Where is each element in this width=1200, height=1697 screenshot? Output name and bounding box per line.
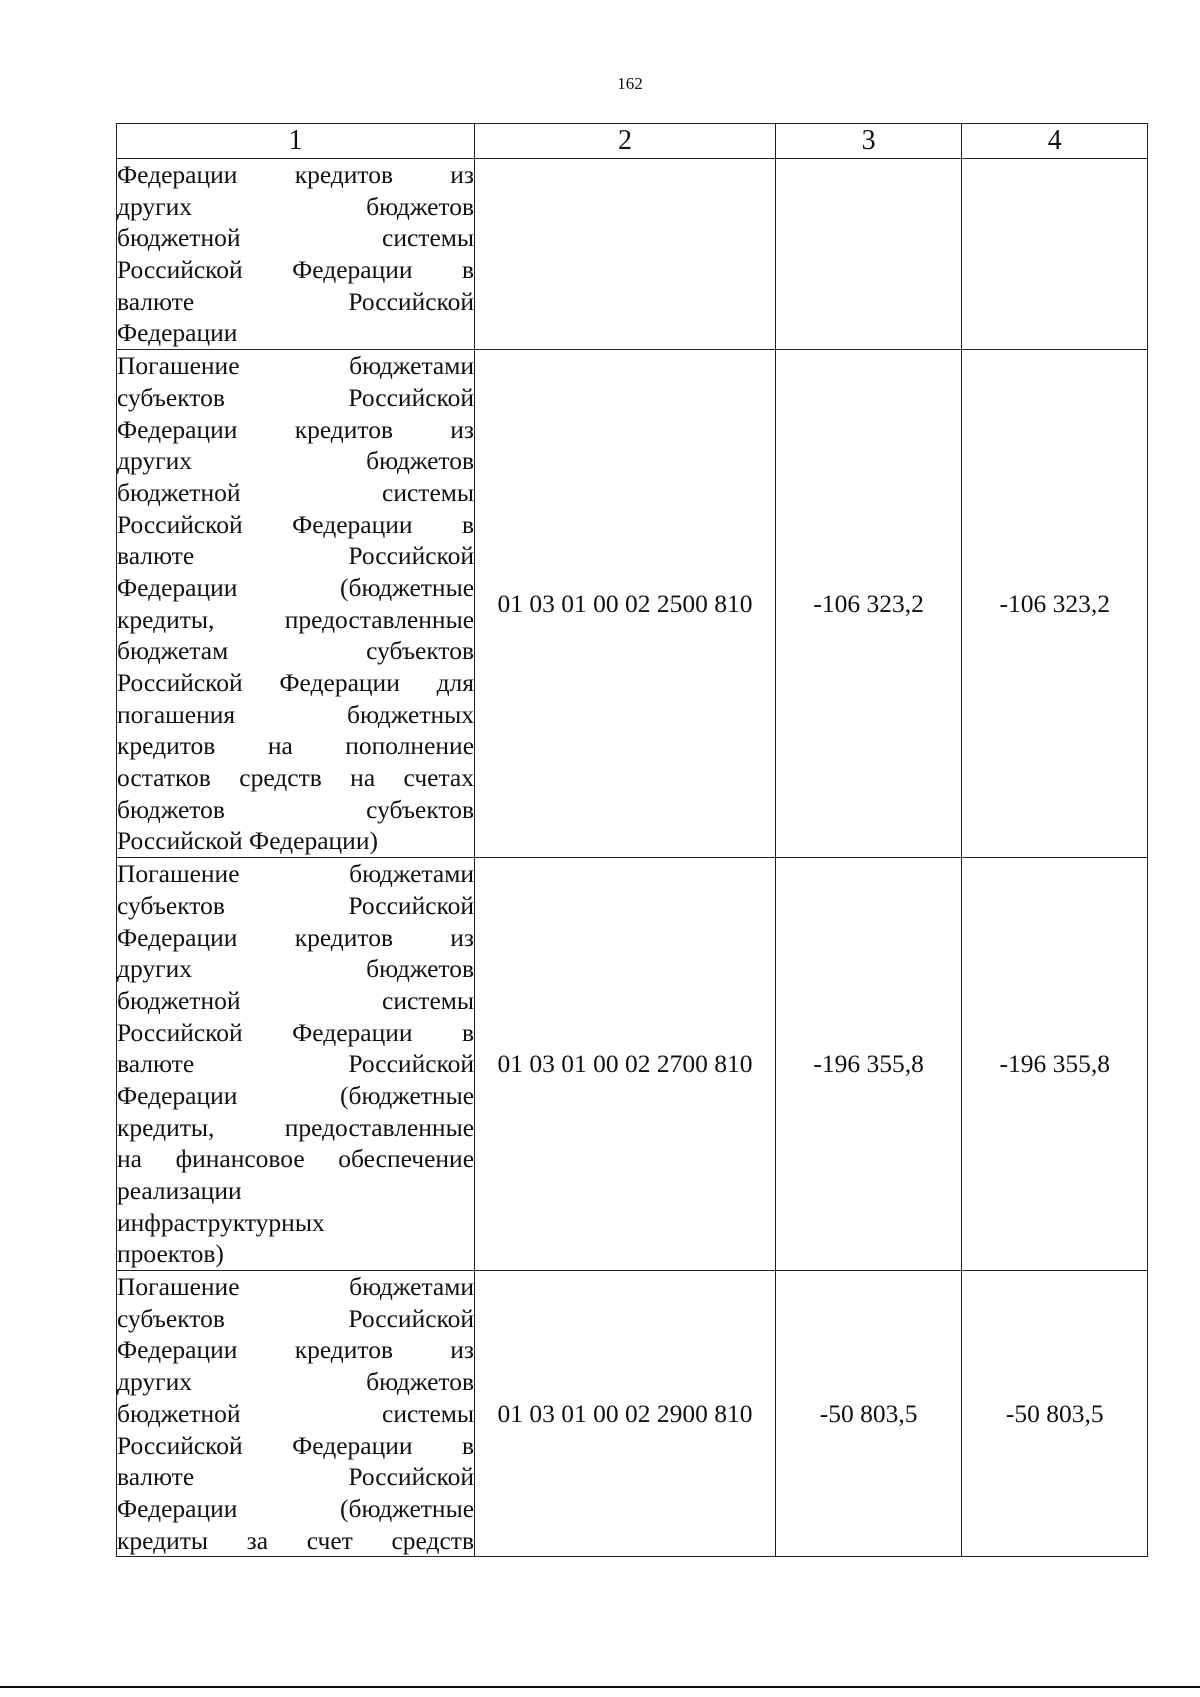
description-word: других bbox=[117, 191, 192, 221]
description-line bbox=[117, 699, 474, 731]
amount-cell-col4: -196 355,8 bbox=[962, 858, 1148, 1271]
description-word: бюджетам bbox=[117, 636, 229, 666]
description-cell bbox=[117, 159, 475, 350]
description-word: для bbox=[436, 668, 475, 697]
description-word: Федерации bbox=[292, 1430, 413, 1460]
description-word: из bbox=[450, 414, 475, 444]
description-word: Российской bbox=[348, 286, 475, 316]
description-word: бюджетами bbox=[349, 351, 475, 381]
amount-cell-col3: -50 803,5 bbox=[775, 1271, 962, 1557]
description-word: валюте bbox=[117, 1462, 195, 1492]
description-word: системы bbox=[382, 1398, 475, 1428]
table-body bbox=[117, 159, 1148, 1557]
description-word: на bbox=[117, 1144, 142, 1174]
description-word: Федерации bbox=[292, 509, 413, 539]
description-line bbox=[117, 858, 474, 890]
description-word: других bbox=[117, 446, 192, 476]
description-word: пополнение bbox=[345, 731, 475, 761]
description-word: кредиты, bbox=[117, 1112, 215, 1142]
description-line bbox=[117, 667, 474, 699]
description-line bbox=[117, 604, 474, 636]
description-word: Погашение bbox=[117, 351, 240, 381]
description-word: (бюджетные bbox=[339, 572, 475, 602]
description-word: других bbox=[117, 954, 192, 984]
description-line bbox=[117, 540, 474, 572]
amount-cell-col4: -50 803,5 bbox=[962, 1271, 1148, 1557]
description-word: проектов) bbox=[117, 1239, 224, 1269]
description-word: бюджетов bbox=[366, 1367, 475, 1397]
description-word: субъектов bbox=[117, 1303, 225, 1333]
description-line bbox=[117, 350, 474, 382]
code-cell: 01 03 01 00 02 2900 810 bbox=[475, 1271, 776, 1557]
description-word: бюджетами bbox=[349, 859, 475, 889]
description-word: Российской bbox=[348, 1303, 475, 1333]
description-word: из bbox=[450, 922, 475, 952]
description-line bbox=[117, 1493, 474, 1525]
description-line bbox=[117, 1175, 474, 1207]
description-word: бюджетной bbox=[117, 1398, 241, 1428]
description-line bbox=[117, 953, 474, 985]
description-line bbox=[117, 985, 474, 1017]
description-word: бюджетов bbox=[366, 954, 475, 984]
description-word: Федерации bbox=[117, 922, 238, 952]
description-word: предоставленные bbox=[284, 604, 475, 634]
amount-cell-col4: -106 323,2 bbox=[962, 350, 1148, 858]
description-word: кредитов bbox=[294, 160, 394, 189]
description-word: средств bbox=[239, 763, 322, 793]
description-word: инфраструктурных bbox=[117, 1207, 325, 1237]
table-row bbox=[117, 350, 1148, 858]
description-word: Федерации bbox=[117, 572, 238, 602]
description-line bbox=[117, 191, 474, 223]
description-word: бюджетов bbox=[117, 794, 225, 824]
description-word: бюджетов bbox=[366, 191, 475, 221]
description-word: бюджетных bbox=[347, 699, 475, 729]
description-word: Российской bbox=[348, 541, 475, 571]
description-line bbox=[117, 572, 474, 604]
description-line bbox=[117, 382, 474, 414]
description-word: Федерации bbox=[292, 255, 413, 285]
description-line bbox=[117, 922, 474, 954]
description-cell bbox=[117, 858, 475, 1271]
description-word: Российской Федерации) bbox=[117, 826, 378, 856]
description-word: Федерации bbox=[292, 1017, 413, 1047]
description-line bbox=[117, 1017, 474, 1049]
description-line bbox=[117, 1143, 474, 1175]
description-line bbox=[117, 414, 474, 446]
description-line bbox=[117, 254, 474, 286]
description-word: бюджетной bbox=[117, 223, 241, 253]
description-line bbox=[117, 1207, 474, 1239]
amount-cell-col3: -196 355,8 bbox=[775, 858, 962, 1271]
description-word: Федерации bbox=[117, 160, 238, 189]
description-line bbox=[117, 317, 474, 349]
description-word: погашения bbox=[117, 699, 236, 729]
description-word: в bbox=[461, 1430, 475, 1460]
description-line bbox=[117, 222, 474, 254]
description-word: Российской bbox=[117, 1017, 243, 1047]
description-word: счет bbox=[306, 1525, 353, 1555]
description-line bbox=[117, 1430, 474, 1462]
description-word: бюджетной bbox=[117, 985, 241, 1015]
description-word: Российской bbox=[348, 382, 475, 412]
description-word: системы bbox=[382, 223, 475, 253]
description-line bbox=[117, 1238, 474, 1270]
amount-cell-col3: -106 323,2 bbox=[775, 350, 962, 858]
description-word: бюджетной bbox=[117, 477, 241, 507]
description-line bbox=[117, 1048, 474, 1080]
table-row bbox=[117, 159, 1148, 350]
description-word: из bbox=[450, 160, 475, 189]
column-header-4: 4 bbox=[962, 124, 1148, 159]
amount-cell-col4 bbox=[962, 159, 1148, 350]
description-word: счетах bbox=[403, 763, 475, 793]
description-word: Российской bbox=[117, 509, 243, 539]
code-cell: 01 03 01 00 02 2700 810 bbox=[475, 858, 776, 1271]
code-cell: 01 03 01 00 02 2500 810 bbox=[475, 350, 776, 858]
description-word: субъектов bbox=[366, 636, 475, 666]
description-word: системы bbox=[382, 477, 475, 507]
description-line bbox=[117, 286, 474, 318]
description-line bbox=[117, 1080, 474, 1112]
description-word: предоставленные bbox=[284, 1112, 475, 1142]
description-line bbox=[117, 1303, 474, 1335]
description-word: (бюджетные bbox=[339, 1493, 475, 1523]
description-word: валюте bbox=[117, 286, 195, 316]
description-word: обеспечение bbox=[338, 1144, 475, 1174]
description-line bbox=[117, 1366, 474, 1398]
description-word: кредитов bbox=[117, 731, 216, 761]
description-word: Российской bbox=[348, 1462, 475, 1492]
description-cell bbox=[117, 1271, 475, 1557]
footer-rule bbox=[0, 1686, 1200, 1688]
description-word: на bbox=[267, 731, 293, 761]
budget-table bbox=[116, 123, 1148, 1557]
description-word: Погашение bbox=[117, 1272, 240, 1302]
description-word: кредитов bbox=[294, 414, 394, 444]
description-word: Российской bbox=[117, 668, 243, 697]
description-word: Федерации bbox=[117, 414, 238, 444]
description-word: финансовое bbox=[175, 1144, 305, 1174]
description-word: кредитов bbox=[294, 922, 394, 952]
description-word: валюте bbox=[117, 1049, 195, 1079]
description-word: на bbox=[350, 763, 376, 793]
amount-cell-col3 bbox=[775, 159, 962, 350]
description-word: Федерации bbox=[117, 1080, 238, 1110]
description-line bbox=[117, 477, 474, 509]
description-word: кредиты, bbox=[117, 604, 215, 634]
description-word: бюджетами bbox=[349, 1272, 475, 1302]
column-header-3: 3 bbox=[775, 124, 962, 159]
description-word: системы bbox=[382, 985, 475, 1015]
description-word: в bbox=[461, 509, 475, 539]
column-header-1: 1 bbox=[117, 124, 475, 159]
description-line bbox=[117, 825, 474, 857]
description-word: других bbox=[117, 1367, 192, 1397]
description-word: остатков bbox=[117, 763, 211, 793]
description-word: валюте bbox=[117, 541, 195, 571]
description-line bbox=[117, 1334, 474, 1366]
description-line bbox=[117, 509, 474, 541]
description-line bbox=[117, 635, 474, 667]
description-word: Федерации bbox=[117, 318, 238, 348]
description-word: Российской bbox=[348, 1049, 475, 1079]
description-line bbox=[117, 762, 474, 794]
description-word: кредитов bbox=[294, 1335, 394, 1365]
description-line bbox=[117, 794, 474, 826]
description-word: реализации bbox=[117, 1176, 242, 1205]
table-row bbox=[117, 1271, 1148, 1557]
code-cell bbox=[475, 159, 776, 350]
description-line bbox=[117, 159, 474, 191]
description-line bbox=[117, 730, 474, 762]
description-word: субъектов bbox=[117, 890, 225, 920]
column-header-2: 2 bbox=[475, 124, 776, 159]
description-word: из bbox=[450, 1335, 475, 1365]
description-line bbox=[117, 445, 474, 477]
description-line bbox=[117, 890, 474, 922]
description-word: в bbox=[461, 1017, 475, 1047]
description-line bbox=[117, 1271, 474, 1303]
description-line bbox=[117, 1461, 474, 1493]
description-line bbox=[117, 1398, 474, 1430]
page-number: 162 bbox=[617, 74, 643, 93]
description-word: бюджетов bbox=[366, 446, 475, 476]
description-word: в bbox=[461, 255, 475, 285]
description-word: кредиты bbox=[117, 1525, 209, 1555]
header-row bbox=[117, 124, 1148, 159]
description-word: (бюджетные bbox=[339, 1080, 475, 1110]
description-word: Федерации bbox=[279, 668, 400, 697]
description-word: Федерации bbox=[117, 1493, 238, 1523]
description-word: Российской bbox=[117, 1430, 243, 1460]
description-word: Российской bbox=[117, 255, 243, 285]
description-word: Российской bbox=[348, 890, 475, 920]
description-line bbox=[117, 1525, 474, 1557]
table-row bbox=[117, 858, 1148, 1271]
description-cell bbox=[117, 350, 475, 858]
description-word: Федерации bbox=[117, 1335, 238, 1365]
description-line bbox=[117, 1112, 474, 1144]
description-word: субъектов bbox=[366, 794, 475, 824]
description-word: за bbox=[246, 1525, 269, 1555]
description-word: субъектов bbox=[117, 382, 225, 412]
description-word: средств bbox=[391, 1525, 474, 1555]
description-word: Погашение bbox=[117, 859, 240, 889]
